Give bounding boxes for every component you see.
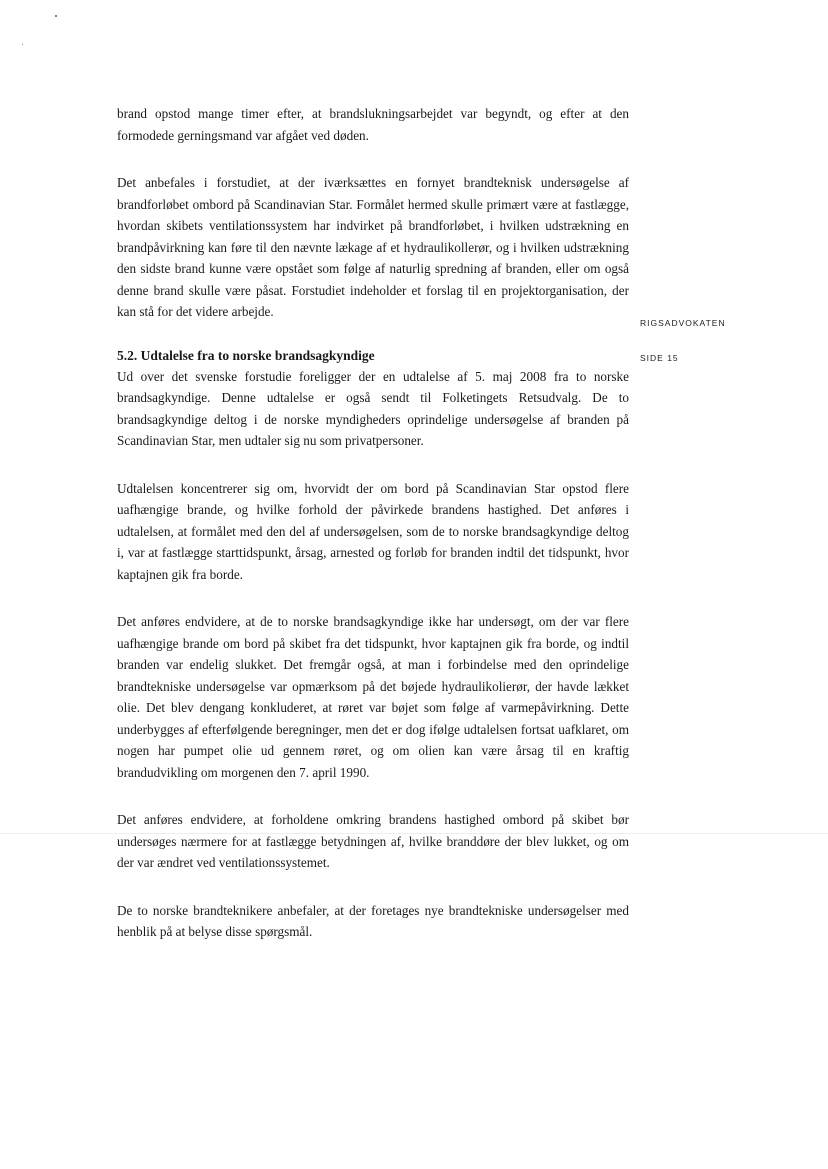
paragraph-norwegian-statement: Ud over det svenske forstudie foreligger der en udtalelse af 5. maj 2008 fra to norske brandsagkyndige. Denne udtalelse er også sendt til Folketingets Retsudvalg. De to brandsagkyndige deltog i de norske myndigheders oprindelige undersøgelse af branden på Scandinavian Star, men udtaler sig nu som privatpersoner. [117, 368, 629, 448]
scan-speck [22, 44, 23, 45]
paragraph-recommendation: Det anbefales i forstudiet, at der iværksættes en fornyet brandteknisk undersøgelse af brandforløbet ombord på Scandinavian Star. Formålet hermed skulle primært være at fastlægge, hvordan skibets ventilationssystem har indvirket på brandforløbet, i hvilken udstrækning en brandpåvirkning kan føre til den nævnte lækage af et hydraulikollerør, og i hvilken udstrækning den sidste brand kunne være opstået som følge af naturlig spredning af branden, eller om også denne brand skulle være påsat. Forstudiet indeholder et forslag til en projektorganisation, der kan stå for det videre arbejde. [117, 175, 629, 319]
section-heading: 5.2. Udtalelse fra to norske brandsagkyndige [117, 347, 375, 363]
paragraph-statement-focus: Udtalelsen koncentrerer sig om, hvorvidt der om bord på Scandinavian Star opstod flere uafhængige brande, og hvilke forhold der påvirkede brandens hastighed. Det anføres i udtalelsen, at formålet med den del af undersøgelsen, som de to norske brandsagkyndige deltog i, var at fastlægge starttidspunkt, årsag, arnested og forløb for branden indtil det tidspunkt, hvor kaptajnen gik fra borde. [117, 480, 629, 582]
paragraph-fire-speed: Det anføres endvidere, at forholdene omkring brandens hastighed ombord på skibet bør undersøges nærmere for at fastlægge betydningen af, hvilke branddøre der blev lukket, og om der var ændret ved ventilationssystemet. [117, 812, 629, 870]
page-body [117, 103, 629, 969]
paragraph-further-findings: Det anføres endvidere, at de to norske brandsagkyndige ikke har undersøgt, om der var flere uafhængige brande om bord på skibet fra det tidspunkt, hvor kaptajnen gik fra borde, og indtil branden var endelig slukket. Det fremgår også, at man i forbindelse med den oprindelige brandtekniske undersøgelse var opmærksom på det bøjede hydraulikolierør, der havde lækket olie. Det blev dengang konkluderet, at røret var bøjet som følge af varmepåvirkning. Dette underbygges af efterfølgende beregninger, men det er dog ifølge udtalelsen fortsat uafklaret, om nogen har pumpet olie ud gennem røret, og om olien kan være årsag til en kraftig brandudvikling om morgenen den 7. april 1990. [117, 614, 629, 780]
paragraph-recommendation-new-investigation: De to norske brandteknikere anbefaler, at der foretages nye brandtekniske undersøgelser med henblik på at belyse disse spørgsmål. [117, 902, 629, 939]
sidebar-page-number: SIDE 15 [640, 353, 679, 363]
scan-speck [55, 15, 57, 17]
paragraph-continuation: brand opstod mange timer efter, at brandslukningsarbejdet var begyndt, og efter at den formodede gerningsmand var afgået ved døden. [117, 106, 629, 143]
sidebar-agency-label: RIGSADVOKATEN [640, 318, 726, 328]
